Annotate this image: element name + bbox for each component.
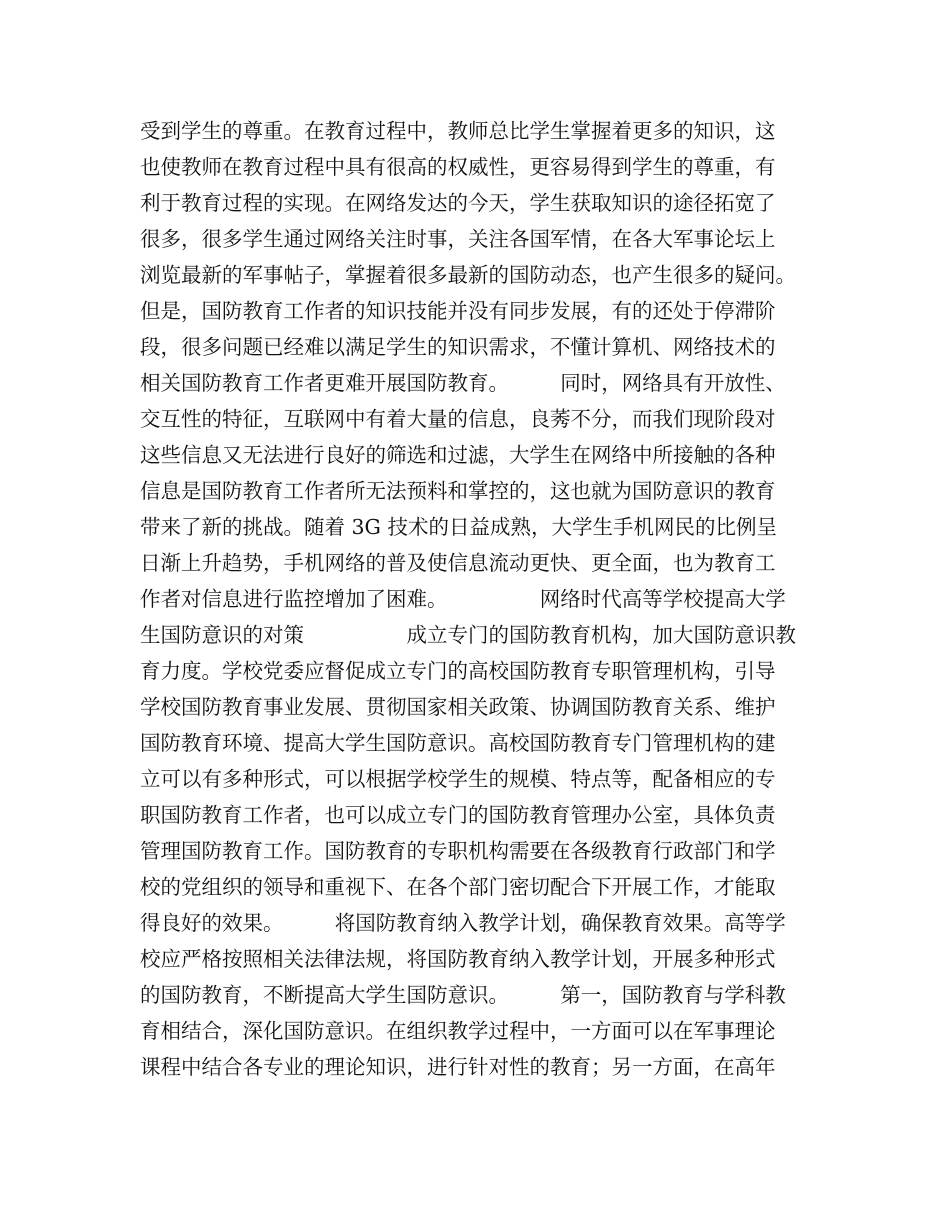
text-line: 受到学生的尊重。在教育过程中，教师总比学生掌握着更多的知识，这 [140,119,776,143]
text-line: 相关国防教育工作者更难开展国防教育。 同时，网络具有开放性、 [140,371,786,395]
text-line: 带来了新的挑战。随着 3G 技术的日益成熟，大学生手机网民的比例呈 [140,515,777,539]
body-text [140,113,830,1085]
text-line: 生国防意识的对策 成立专门的国防教育机构，加大国防意识教 [140,623,796,647]
text-line: 这些信息又无法进行良好的筛选和过滤，大学生在网络中所接触的各种 [140,443,776,467]
text-line: 也使教师在教育过程中具有很高的权威性，更容易得到学生的尊重，有 [140,155,776,179]
text-line: 管理国防教育工作。国防教育的专职机构需要在各级教育行政部门和学 [140,839,776,863]
text-line: 很多，很多学生通过网络关注时事，关注各国军情，在各大军事论坛上 [140,227,776,251]
text-line: 校应严格按照相关法律法规，将国防教育纳入教学计划，开展多种形式 [140,947,776,971]
text-line: 浏览最新的军事帖子，掌握着很多最新的国防动态，也产生很多的疑问。 [140,263,796,287]
text-line: 育相结合，深化国防意识。在组织教学过程中，一方面可以在军事理论 [140,1019,776,1043]
text-line: 的国防教育，不断提高大学生国防意识。 第一，国防教育与学科教 [140,983,786,1007]
text-line: 育力度。学校党委应督促成立专门的高校国防教育专职管理机构，引导 [140,659,776,683]
text-line: 立可以有多种形式，可以根据学校学生的规模、特点等，配备相应的专 [140,767,776,791]
text-line: 作者对信息进行监控增加了困难。 网络时代高等学校提高大学 [140,587,786,611]
text-line: 课程中结合各专业的理论知识，进行针对性的教育；另一方面，在高年 [140,1055,776,1079]
text-line: 职国防教育工作者，也可以成立专门的国防教育管理办公室，具体负责 [140,803,776,827]
text-line: 但是，国防教育工作者的知识技能并没有同步发展，有的还处于停滞阶 [140,299,776,323]
text-line: 国防教育环境、提高大学生国防意识。高校国防教育专门管理机构的建 [140,731,776,755]
text-line: 日渐上升趋势，手机网络的普及使信息流动更快、更全面，也为教育工 [140,551,776,575]
text-line: 学校国防教育事业发展、贯彻国家相关政策、协调国防教育关系、维护 [140,695,776,719]
text-line: 得良好的效果。 将国防教育纳入教学计划，确保教育效果。高等学 [140,911,786,935]
text-line: 段，很多问题已经难以满足学生的知识需求，不懂计算机、网络技术的 [140,335,776,359]
text-line: 利于教育过程的实现。在网络发达的今天，学生获取知识的途径拓宽了 [140,191,776,215]
text-line: 交互性的特征，互联网中有着大量的信息，良莠不分，而我们现阶段对 [140,407,776,431]
text-line: 信息是国防教育工作者所无法预料和掌控的，这也就为国防意识的教育 [140,479,776,503]
text-line: 校的党组织的领导和重视下、在各个部门密切配合下开展工作，才能取 [140,875,776,899]
